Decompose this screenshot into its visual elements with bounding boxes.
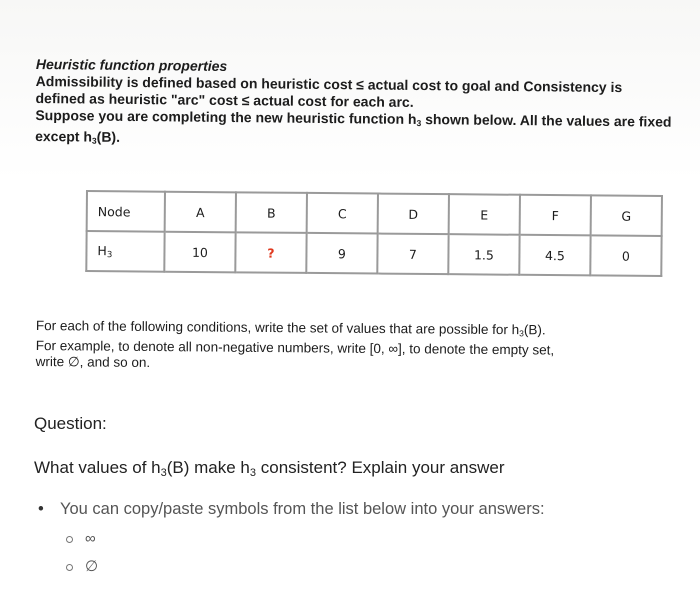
instructions-paragraph — [36, 318, 676, 376]
node-cell: B — [236, 192, 307, 233]
subscript: 3 — [160, 467, 167, 479]
table-value-row — [86, 231, 661, 276]
subscript: 3 — [249, 467, 257, 479]
subscript: 3 — [91, 135, 97, 146]
value-cell: 0 — [590, 235, 661, 276]
heuristic-table-wrapper — [85, 190, 663, 277]
node-cell: F — [520, 195, 591, 236]
instructions-line: write ∅, and so on. — [35, 353, 151, 370]
admissibility-line: Admissibility is defined based on heuristic cost ≤ actual cost to goal and Consistency is — [35, 72, 623, 96]
hint-text: You can copy/paste symbols from the list below into your answers: — [60, 500, 545, 518]
node-cell: G — [591, 195, 662, 236]
except-text-end: (B). — [96, 128, 121, 145]
subscript: 3 — [106, 249, 113, 260]
consistency-line: defined as heuristic "arc" cost ≤ actual cost for each arc. — [35, 89, 414, 110]
section-title: Heuristic function properties — [35, 56, 228, 75]
question-label: Question: — [34, 414, 107, 433]
empty-set-symbol[interactable]: ∅ — [85, 558, 99, 575]
instructions-text: For each of the following conditions, write the set of values that are possible for h — [35, 318, 520, 338]
node-cell: C — [307, 193, 378, 234]
hollow-bullet-icon — [66, 564, 73, 571]
instructions-line: For example, to denote all non-negative numbers, write [0, ∞], to denote the empty set, — [35, 337, 555, 358]
value-cell: 9 — [306, 233, 377, 274]
symbol-item-infinity — [66, 530, 96, 547]
infinity-symbol[interactable]: ∞ — [85, 530, 96, 547]
heuristic-table — [85, 190, 663, 277]
value-cell: 1.5 — [448, 234, 519, 275]
question-text-part: consistent? Explain your answer — [256, 458, 505, 477]
question-text-part: (B) make h — [166, 458, 250, 477]
symbol-item-empty-set — [66, 557, 98, 575]
value-cell: 10 — [164, 232, 235, 273]
intro-paragraph — [35, 56, 676, 156]
hint-bullet-item — [38, 500, 545, 519]
subscript: 3 — [519, 328, 524, 339]
table-header-row — [87, 191, 662, 236]
value-cell: 7 — [377, 234, 448, 275]
header-label-cell: Node — [87, 191, 165, 232]
except-text: except h — [35, 127, 93, 145]
node-cell: A — [165, 192, 236, 233]
suppose-text: Suppose you are completing the new heuristic function h — [35, 106, 417, 127]
value-cell: 4.5 — [519, 235, 590, 276]
row-label-text: H — [97, 242, 107, 258]
row-label-cell — [86, 231, 164, 272]
suppose-text-end: shown below. All the values are fixed — [421, 111, 672, 130]
node-cell: E — [449, 194, 520, 235]
unknown-value-cell: ? — [235, 232, 306, 273]
question-text — [34, 458, 505, 479]
subscript: 3 — [416, 117, 422, 129]
question-text-part: What values of h — [34, 458, 161, 477]
instructions-text-end: (B). — [523, 322, 546, 338]
hollow-bullet-icon — [66, 536, 73, 543]
bullet-icon: • — [38, 500, 44, 518]
node-cell: D — [378, 194, 449, 235]
